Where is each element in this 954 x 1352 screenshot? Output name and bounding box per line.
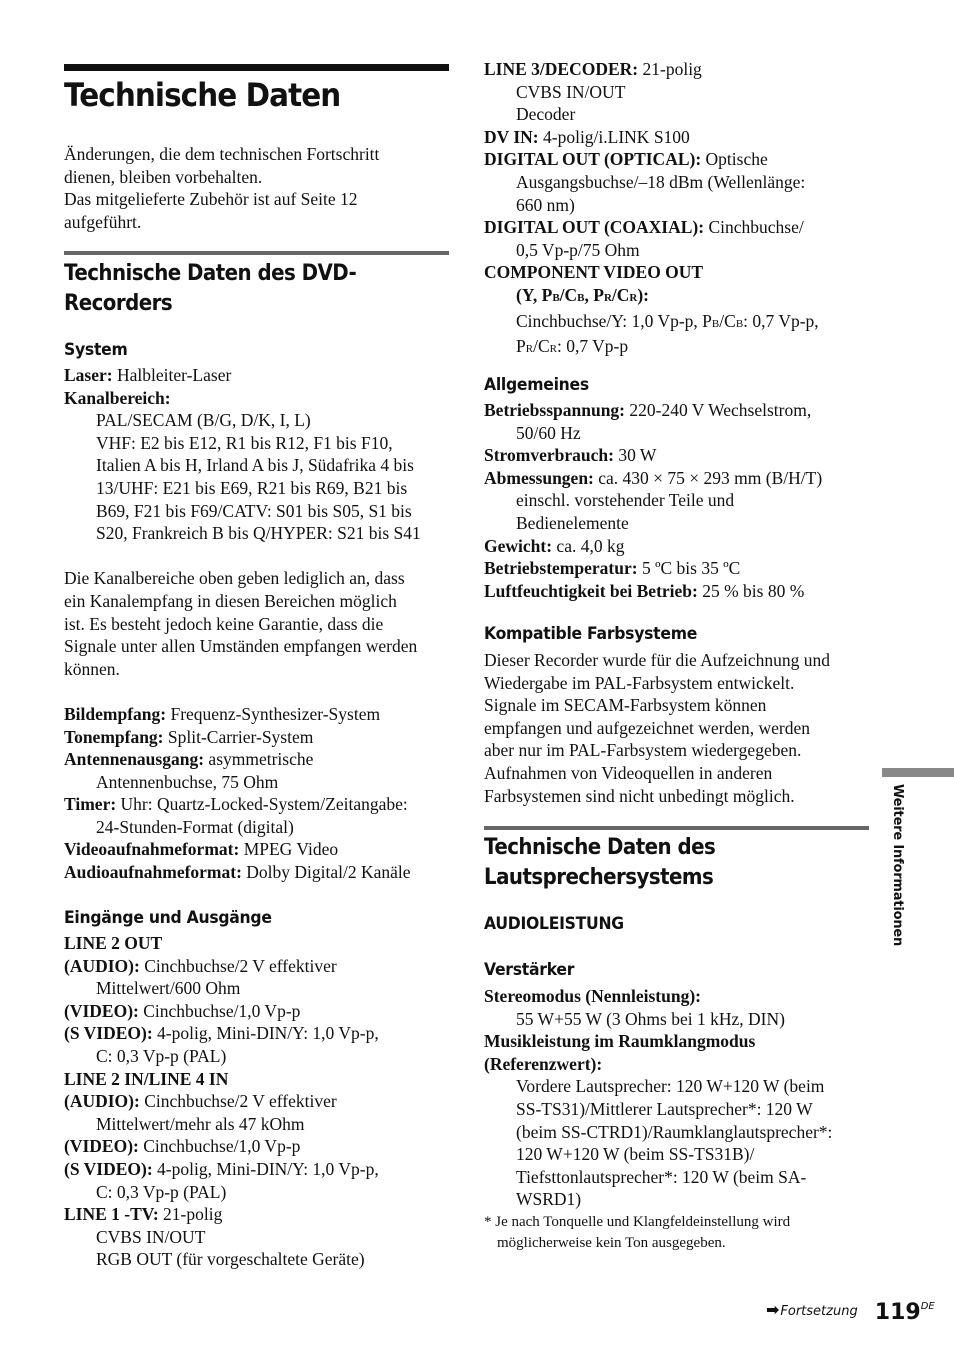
audioleistung-heading: AUDIOLEISTUNG: [484, 914, 624, 934]
spec-videoformat: Videoaufnahmeformat: MPEG Video: [64, 839, 339, 860]
continuation-label: Fortsetzung: [780, 1304, 858, 1319]
io-heading: Eingänge und Ausgänge: [64, 908, 272, 928]
language-code: DE: [920, 1301, 935, 1312]
spec-luftfeuchtigkeit: Luftfeuchtigkeit bei Betrieb: 25 % bis 80 %: [484, 580, 805, 601]
spec-optical: DIGITAL OUT (OPTICAL): Optische: [484, 149, 768, 170]
spec-timer: Timer: Uhr: Quartz-Locked-System/Zeitangabe:: [64, 794, 408, 815]
page-footer: [766, 1296, 935, 1325]
spec-component: COMPONENT VIDEO OUT: [484, 262, 704, 283]
page-number: 119: [874, 1300, 921, 1325]
section-heading-recorder: Technische Daten des DVD- Recorders: [64, 251, 449, 319]
general-specs: Betriebsspannung: 220-240 V Wechselstrom, 50/60 Hz Stromverbrauch: 30 W Abmessungen: ca. 430 × 75 × 293 mm (B/H/T) einschl. vorstehender Teile und Bedienelemente Gewicht: ca. 4,0 kg Betriebstemperatur: 5 ºC bis 35 ºC Luftfeuchtigkeit bei Betrieb: 25 % bis 80 %: [484, 399, 879, 602]
amp-heading: Verstärker: [484, 960, 575, 980]
page-title: Technische Daten: [64, 76, 341, 114]
spec-line2out: LINE 2 OUT: [64, 933, 163, 953]
general-heading: Allgemeines: [484, 375, 589, 395]
system-heading: System: [64, 340, 128, 360]
intro-text: Änderungen, die dem technischen Fortschritt dienen, bleiben vorbehalten. Das mitgelieferte Zubehör ist auf Seite 12 aufgeführt.: [64, 144, 380, 232]
io-specs-left: LINE 2 OUT (AUDIO): Cinchbuchse/2 V effektiver Mittelwert/600 Ohm (VIDEO): Cinchbuchse/1,0 Vp-p (S VIDEO): 4-polig, Mini-DIN/Y: 1,0 Vp-p, C: 0,3 Vp-p (PAL) LINE 2 IN/LINE 4 IN (AUDIO): Cinchbuchse/2 V effektiver Mittelwert/mehr als 47 kOhm (VIDEO): Cinchbuchse/1,0 Vp-p (S VIDEO): 4-polig, Mini-DIN/Y: 1,0 Vp-p, C: 0,3 Vp-p (PAL) LINE 1 -TV: 21-polig CVBS IN/OUT RGB OUT (für vorgeschaltete Geräte): [64, 932, 459, 1271]
spec-betriebstemperatur: Betriebstemperatur: 5 ºC bis 35 ºC: [484, 558, 741, 579]
spec-line1: LINE 1 -TV: 21-polig: [64, 1204, 223, 1225]
spec-kanal: Kanalbereich:: [64, 387, 171, 408]
spec-gewicht: Gewicht: ca. 4,0 kg: [484, 535, 625, 556]
spec-line3: LINE 3/DECODER: 21-polig: [484, 59, 702, 79]
speaker-specs: Stereomodus (Nennleistung): 55 W+55 W (3 Ohms bei 1 kHz, DIN) Musikleistung im Raumklangmodus (Referenzwert): Vordere Lautsprecher: 120 W+120 W (beim SS-TS31)/Mittlerer Lautsprecher*: 120 W (beim SS-CTRD1)/Raumklanglautsprecher*: 120 W+120 W (beim SS-TS31B)/ Tiefsttonlautsprecher*: 120 W (beim SA- WSRD1) * Je nach Tonquelle und Klangfeldeinstellung wird möglicherweise kein Ton ausgegeben.: [484, 985, 879, 1254]
side-tab-bar: [882, 768, 954, 777]
section-heading-speakers: Technische Daten des Lautsprechersystems: [484, 826, 869, 893]
spec-stromverbrauch: Stromverbrauch: 30 W: [484, 445, 657, 466]
spec-audioformat: Audioaufnahmeformat: Dolby Digital/2 Kanäle: [64, 862, 411, 883]
footnote: * Je nach Tonquelle und Klangfeldeinstellung wird möglicherweise kein Ton ausgegeben.: [484, 1213, 791, 1251]
spec-bildempfang: Bildempfang: Frequenz-Synthesizer-System: [64, 703, 381, 724]
farb-text: Dieser Recorder wurde für die Aufzeichnung und Wiedergabe im PAL-Farbsystem entwickelt. Signale im SECAM-Farbsystem können empfangen und aufgezeichnet werden, werden aber nur im PAL-Farbsystem wiedergegeben. Aufnahmen von Videoquellen in anderen Farbsystemen sind nicht unbedingt möglich.: [484, 650, 830, 806]
io-specs-right: LINE 3/DECODER: 21-polig CVBS IN/OUT Decoder DV IN: 4-polig/i.LINK S100 DIGITAL OUT (OPTICAL): Optische Ausgangsbuchse/–18 dBm (Wellenlänge: 660 nm) DIGITAL OUT (COAXIAL): Cinchbuchse/ 0,5 Vp-p/75 Ohm COMPONENT VIDEO OUT (Y, PB/CB, PR/CR): Cinchbuchse/Y: 1,0 Vp-p, PB/CB: 0,7 Vp-p, PR/CR: 0,7 Vp-p: [484, 58, 879, 361]
spec-tonempfang: Tonempfang: Split-Carrier-System: [64, 726, 314, 747]
spec-coaxial: DIGITAL OUT (COAXIAL): Cinchbuchse/: [484, 217, 804, 238]
title-rule: [64, 64, 449, 71]
spec-laser: Laser: Halbleiter-Laser: [64, 365, 232, 385]
arrow-right-icon: ➡: [766, 1300, 780, 1319]
system-specs: Laser: Halbleiter-Laser Kanalbereich: PAL/SECAM (B/G, D/K, I, L) VHF: E2 bis E12, R1 bis R12, F1 bis F10, Italien A bis H, Irland A bis J, Südafrika 4 bis 13/UHF: E21 bis E69, R21 bis R69, B21 bis B69, F21 bis F69/CATV: S01 bis S05, S1 bis S20, Frankreich B bis Q/HYPER: S21 bis S41 Die Kanalbereiche oben geben lediglich an, dass ein Kanalempfang in diesen Bereichen möglich ist. Es besteht jedoch keine Garantie, dass die Signale unter allen Umständen empfangen werden können. Bildempfang: Frequenz-Synthesizer-System Tonempfang: Split-Carrier-System Antennenausgang: asymmetrische Antennenbuchse, 75 Ohm Timer: Uhr: Quartz-Locked-System/Zeitangabe: 24-Stunden-Format (digital) Videoaufnahmeformat: MPEG Video Audioaufnahmeformat: Dolby Digital/2 Kanäle: [64, 364, 459, 884]
spec-antenne: Antennenausgang: asymmetrische: [64, 749, 314, 770]
kanal-note: Die Kanalbereiche oben geben lediglich an, dass ein Kanalempfang in diesen Bereichen möglich ist. Es besteht jedoch keine Garantie, dass die Signale unter allen Umständen empfangen werden können.: [64, 568, 418, 679]
side-tab-label: Weitere Informationen: [890, 784, 905, 947]
farb-heading: Kompatible Farbsysteme: [484, 624, 698, 644]
spec-dvin: DV IN: 4-polig/i.LINK S100: [484, 126, 690, 147]
spec-abmessungen: Abmessungen: ca. 430 × 75 × 293 mm (B/H/T): [484, 467, 823, 488]
spec-line2in: LINE 2 IN/LINE 4 IN: [64, 1068, 229, 1089]
spec-betriebsspannung: Betriebsspannung: 220-240 V Wechselstrom,: [484, 400, 812, 420]
